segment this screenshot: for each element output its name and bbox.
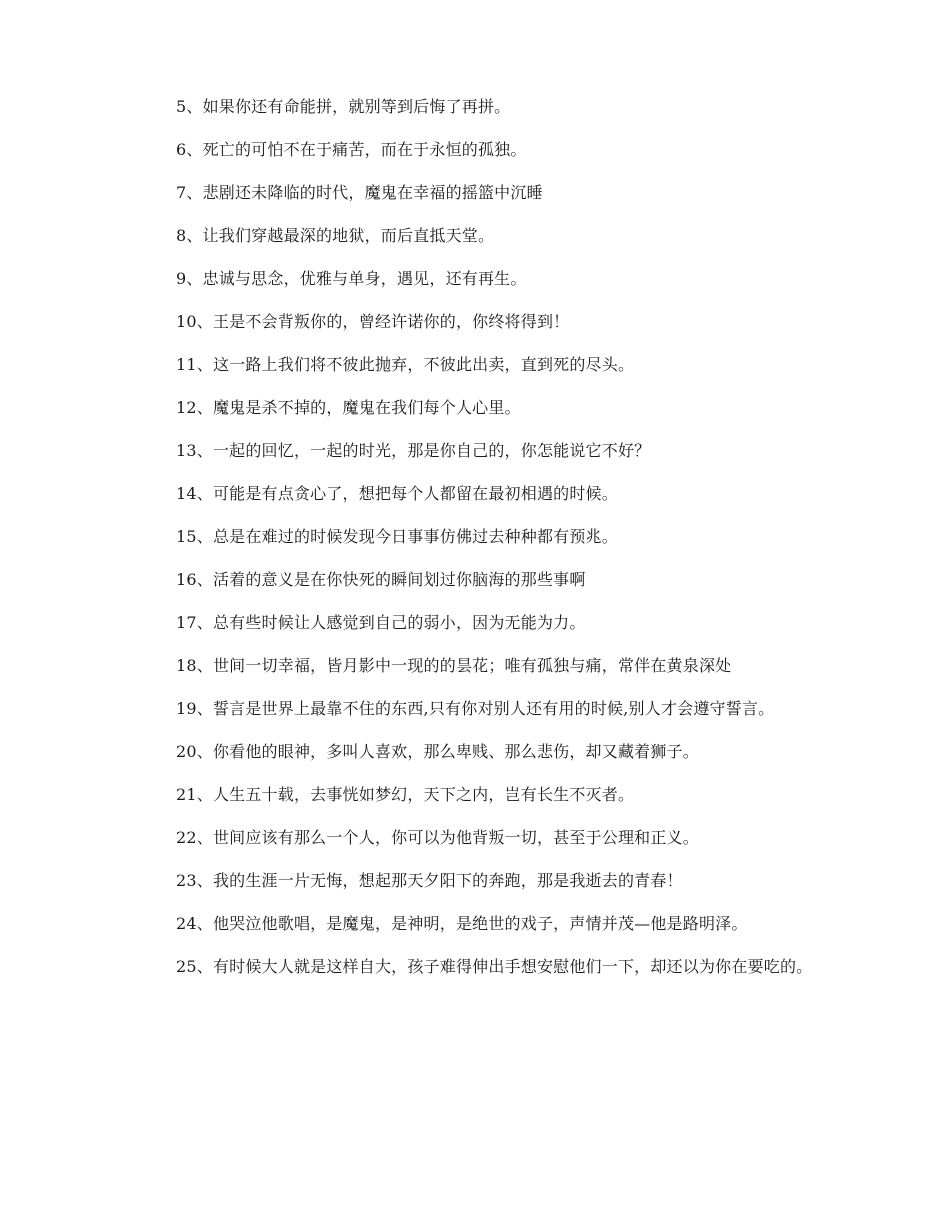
- quote-list: [138, 96, 814, 999]
- quote-paragraph-11: 11、这一路上我们将不彼此抛弃，不彼此出卖，直到死的尽头。: [176, 355, 635, 374]
- quote-paragraph-8: 8、让我们穿越最深的地狱，而后直抵天堂。: [176, 226, 495, 245]
- quote-paragraph-5: 5、如果你还有命能拼，就别等到后悔了再拼。: [176, 97, 511, 116]
- quote-paragraph-12: 12、魔鬼是杀不掉的，魔鬼在我们每个人心里。: [176, 398, 521, 417]
- quote-paragraph-20: 20、你看他的眼神，多叫人喜欢，那么卑贱、那么悲伤，却又藏着狮子。: [176, 742, 699, 761]
- quote-paragraph-17: 17、总有些时候让人感觉到自己的弱小，因为无能为力。: [176, 613, 586, 632]
- quote-paragraph-9: 9、忠诚与思念，优雅与单身，遇见，还有再生。: [176, 269, 527, 288]
- quote-paragraph-14: 14、可能是有点贪心了，想把每个人都留在最初相遇的时候。: [176, 484, 618, 503]
- quote-paragraph-24: 24、他哭泣他歌唱，是魔鬼，是神明，是绝世的戏子，声情并茂—他是路明泽。: [176, 914, 748, 933]
- quote-paragraph-13: 13、一起的回忆，一起的时光，那是你自己的，你怎能说它不好？: [176, 441, 651, 460]
- quote-paragraph-18: 18、世间一切幸福，皆月影中一现的的昙花；唯有孤独与痛，常伴在黄泉深处: [176, 656, 732, 675]
- quote-paragraph-19: 19、誓言是世界上最靠不住的东西,只有你对别人还有用的时候,别人才会遵守誓言。: [176, 699, 775, 718]
- quote-paragraph-16: 16、活着的意义是在你快死的瞬间划过你脑海的那些事啊: [176, 570, 586, 589]
- quote-paragraph-7: 7、悲剧还未降临的时代，魔鬼在幸福的摇篮中沉睡: [176, 183, 543, 202]
- quote-paragraph-15: 15、总是在难过的时候发现今日事事仿佛过去种种都有预兆。: [176, 527, 618, 546]
- quote-paragraph-23: 23、我的生涯一片无悔，想起那天夕阳下的奔跑，那是我逝去的青春！: [176, 871, 683, 890]
- quote-paragraph-22: 22、世间应该有那么一个人，你可以为他背叛一切，甚至于公理和正义。: [176, 828, 699, 847]
- quote-paragraph-10: 10、王是不会背叛你的，曾经许诺你的，你终将得到！: [176, 312, 570, 331]
- quote-paragraph-25: 25、有时候大人就是这样自大，孩子难得伸出手想安慰他们一下，却还以为你在要吃的。: [176, 957, 813, 976]
- quote-paragraph-6: 6、死亡的可怕不在于痛苦，而在于永恒的孤独。: [176, 140, 527, 159]
- quote-paragraph-21: 21、人生五十载，去事恍如梦幻，天下之内，岂有长生不灭者。: [176, 785, 635, 804]
